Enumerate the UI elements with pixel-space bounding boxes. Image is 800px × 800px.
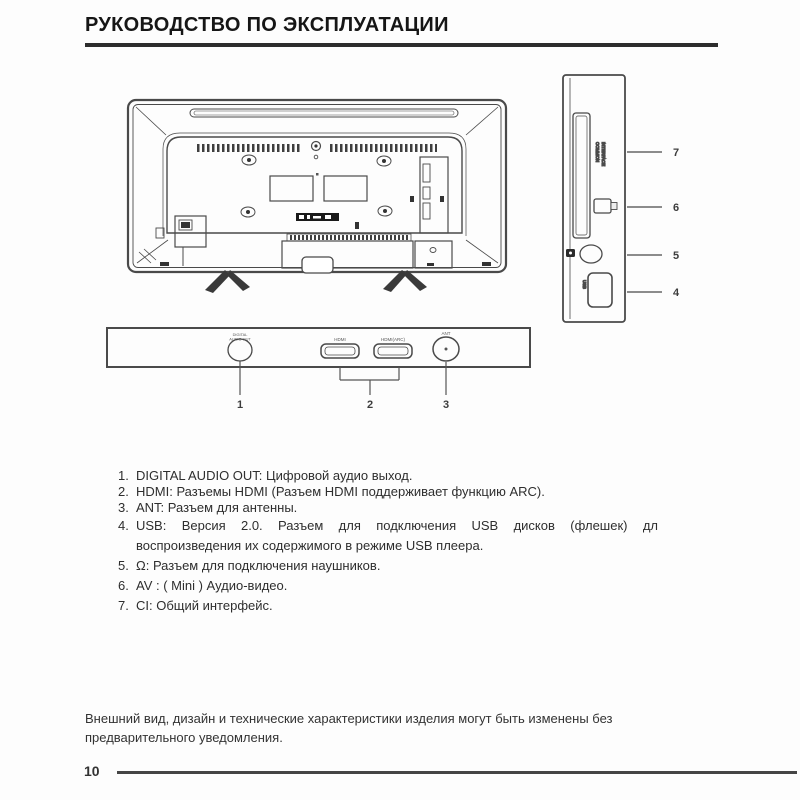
corner-line bbox=[466, 107, 498, 135]
footer-rule bbox=[117, 771, 797, 774]
ci-slot bbox=[573, 113, 590, 238]
handle-slot bbox=[190, 109, 458, 117]
item-text: DIGITAL AUDIO OUT: Цифровой аудио выход. bbox=[136, 468, 413, 483]
hdmi-port-1 bbox=[321, 344, 359, 358]
dao-label-line2: AUDIO OUT bbox=[229, 336, 251, 342]
ci-label-line2: INTERFACE bbox=[601, 142, 606, 167]
tv-stand-right bbox=[383, 270, 427, 292]
callout-5: 5 bbox=[672, 250, 680, 262]
headphone-jack bbox=[580, 245, 602, 263]
list-item bbox=[118, 468, 680, 484]
side-panel-body bbox=[563, 75, 625, 322]
callout-3: 3 bbox=[442, 399, 450, 411]
digital-audio-out-port bbox=[228, 336, 252, 361]
item-number: 2. bbox=[118, 484, 129, 499]
bottom-ports-view bbox=[107, 328, 530, 411]
item-number: 6. bbox=[118, 578, 129, 593]
hdmi-port-2 bbox=[374, 344, 412, 358]
hdmi-label: HDMI bbox=[334, 337, 346, 342]
corner-line bbox=[136, 107, 166, 135]
item-text: ANT: Разъем для антенны. bbox=[136, 500, 298, 515]
item-text-line1: USB: Версия 2.0. Разъем для подключения USB дисков (флешек) дл bbox=[136, 518, 658, 533]
mark bbox=[427, 263, 434, 266]
side-callout-lines bbox=[627, 152, 662, 292]
item-number: 7. bbox=[118, 598, 129, 613]
item-text: Ω: Разъем для подключения наушников. bbox=[136, 558, 381, 573]
screw-dot bbox=[247, 158, 251, 162]
item-number: 1. bbox=[118, 468, 129, 483]
vesa-rect-right bbox=[324, 176, 367, 201]
item-text: AV : ( Mini ) Аудио-видео. bbox=[136, 578, 288, 593]
usb-port bbox=[588, 273, 612, 307]
side-panel-view bbox=[563, 75, 680, 322]
ci-slot-inner bbox=[576, 116, 587, 235]
rating-label bbox=[296, 213, 339, 221]
power-connector-box bbox=[156, 216, 206, 266]
item-text: CI: Общий интерфейс. bbox=[136, 598, 273, 613]
corner-line bbox=[466, 240, 498, 263]
bolt bbox=[410, 196, 414, 202]
item-text bbox=[136, 516, 680, 556]
mark bbox=[316, 173, 319, 176]
list-item bbox=[118, 516, 680, 556]
list-item bbox=[118, 500, 680, 516]
pad bbox=[160, 262, 169, 266]
usb-port-label: USB bbox=[582, 280, 587, 289]
bottom-tab bbox=[302, 257, 333, 273]
item-number: 3. bbox=[118, 500, 129, 515]
screw-dot bbox=[246, 210, 250, 214]
list-item bbox=[118, 484, 680, 500]
callout-1: 1 bbox=[236, 399, 244, 411]
hdmi-arc-label: HDMI(ARC) bbox=[381, 337, 405, 342]
tv-outline-inner bbox=[133, 105, 501, 268]
av-mini-port bbox=[594, 199, 611, 213]
tv-stand-left bbox=[205, 270, 250, 293]
hdmi-port-1-inner bbox=[325, 347, 355, 355]
av-mini-nub bbox=[611, 203, 617, 210]
corner-line bbox=[137, 240, 168, 263]
ci-label-line1: COMMON bbox=[595, 142, 600, 163]
vesa-rect-left bbox=[270, 176, 313, 201]
rear-connector-recess bbox=[420, 157, 448, 233]
bolt bbox=[355, 222, 359, 229]
bolt bbox=[440, 196, 444, 202]
item-text: HDMI: Разъемы HDMI (Разъем HDMI поддерживает функцию ARC). bbox=[136, 484, 545, 499]
dao-label-line1: DIGITAL bbox=[232, 332, 248, 337]
screw-small bbox=[314, 155, 318, 159]
disclaimer-text: Внешний вид, дизайн и технические характеристики изделия могут быть изменены без предварительного уведомления. bbox=[85, 711, 613, 745]
item-text-line2: воспроизведения их содержимого в режиме USB плеера. bbox=[136, 538, 484, 553]
speaker-band bbox=[287, 234, 411, 241]
ant-label: ANT bbox=[441, 331, 451, 336]
list-item bbox=[118, 576, 680, 596]
headphone-icon-dot bbox=[569, 252, 572, 255]
tv-outline bbox=[128, 100, 506, 272]
tv-rear-view bbox=[128, 100, 506, 293]
list-item bbox=[118, 556, 680, 576]
handle-slot-inner bbox=[194, 111, 454, 115]
list-item bbox=[118, 596, 680, 616]
screw-dot bbox=[314, 144, 317, 147]
connector-list bbox=[118, 468, 680, 616]
screw-small bbox=[430, 248, 436, 253]
page-number: 10 bbox=[84, 763, 100, 779]
ant-pin bbox=[445, 348, 448, 351]
screw-dot bbox=[382, 159, 386, 163]
item-number: 4. bbox=[118, 518, 129, 533]
callout-2: 2 bbox=[366, 399, 374, 411]
callout-4: 4 bbox=[672, 287, 680, 299]
page-title: РУКОВОДСТВО ПО ЭКСПЛУАТАЦИИ bbox=[85, 14, 449, 36]
ports-strip bbox=[107, 328, 530, 367]
callout-7: 7 bbox=[672, 147, 680, 159]
screw-dot bbox=[383, 209, 387, 213]
hdmi-port-2-inner bbox=[378, 347, 408, 355]
callout-6: 6 bbox=[672, 202, 680, 214]
item-number: 5. bbox=[118, 558, 129, 573]
pad bbox=[482, 262, 491, 266]
